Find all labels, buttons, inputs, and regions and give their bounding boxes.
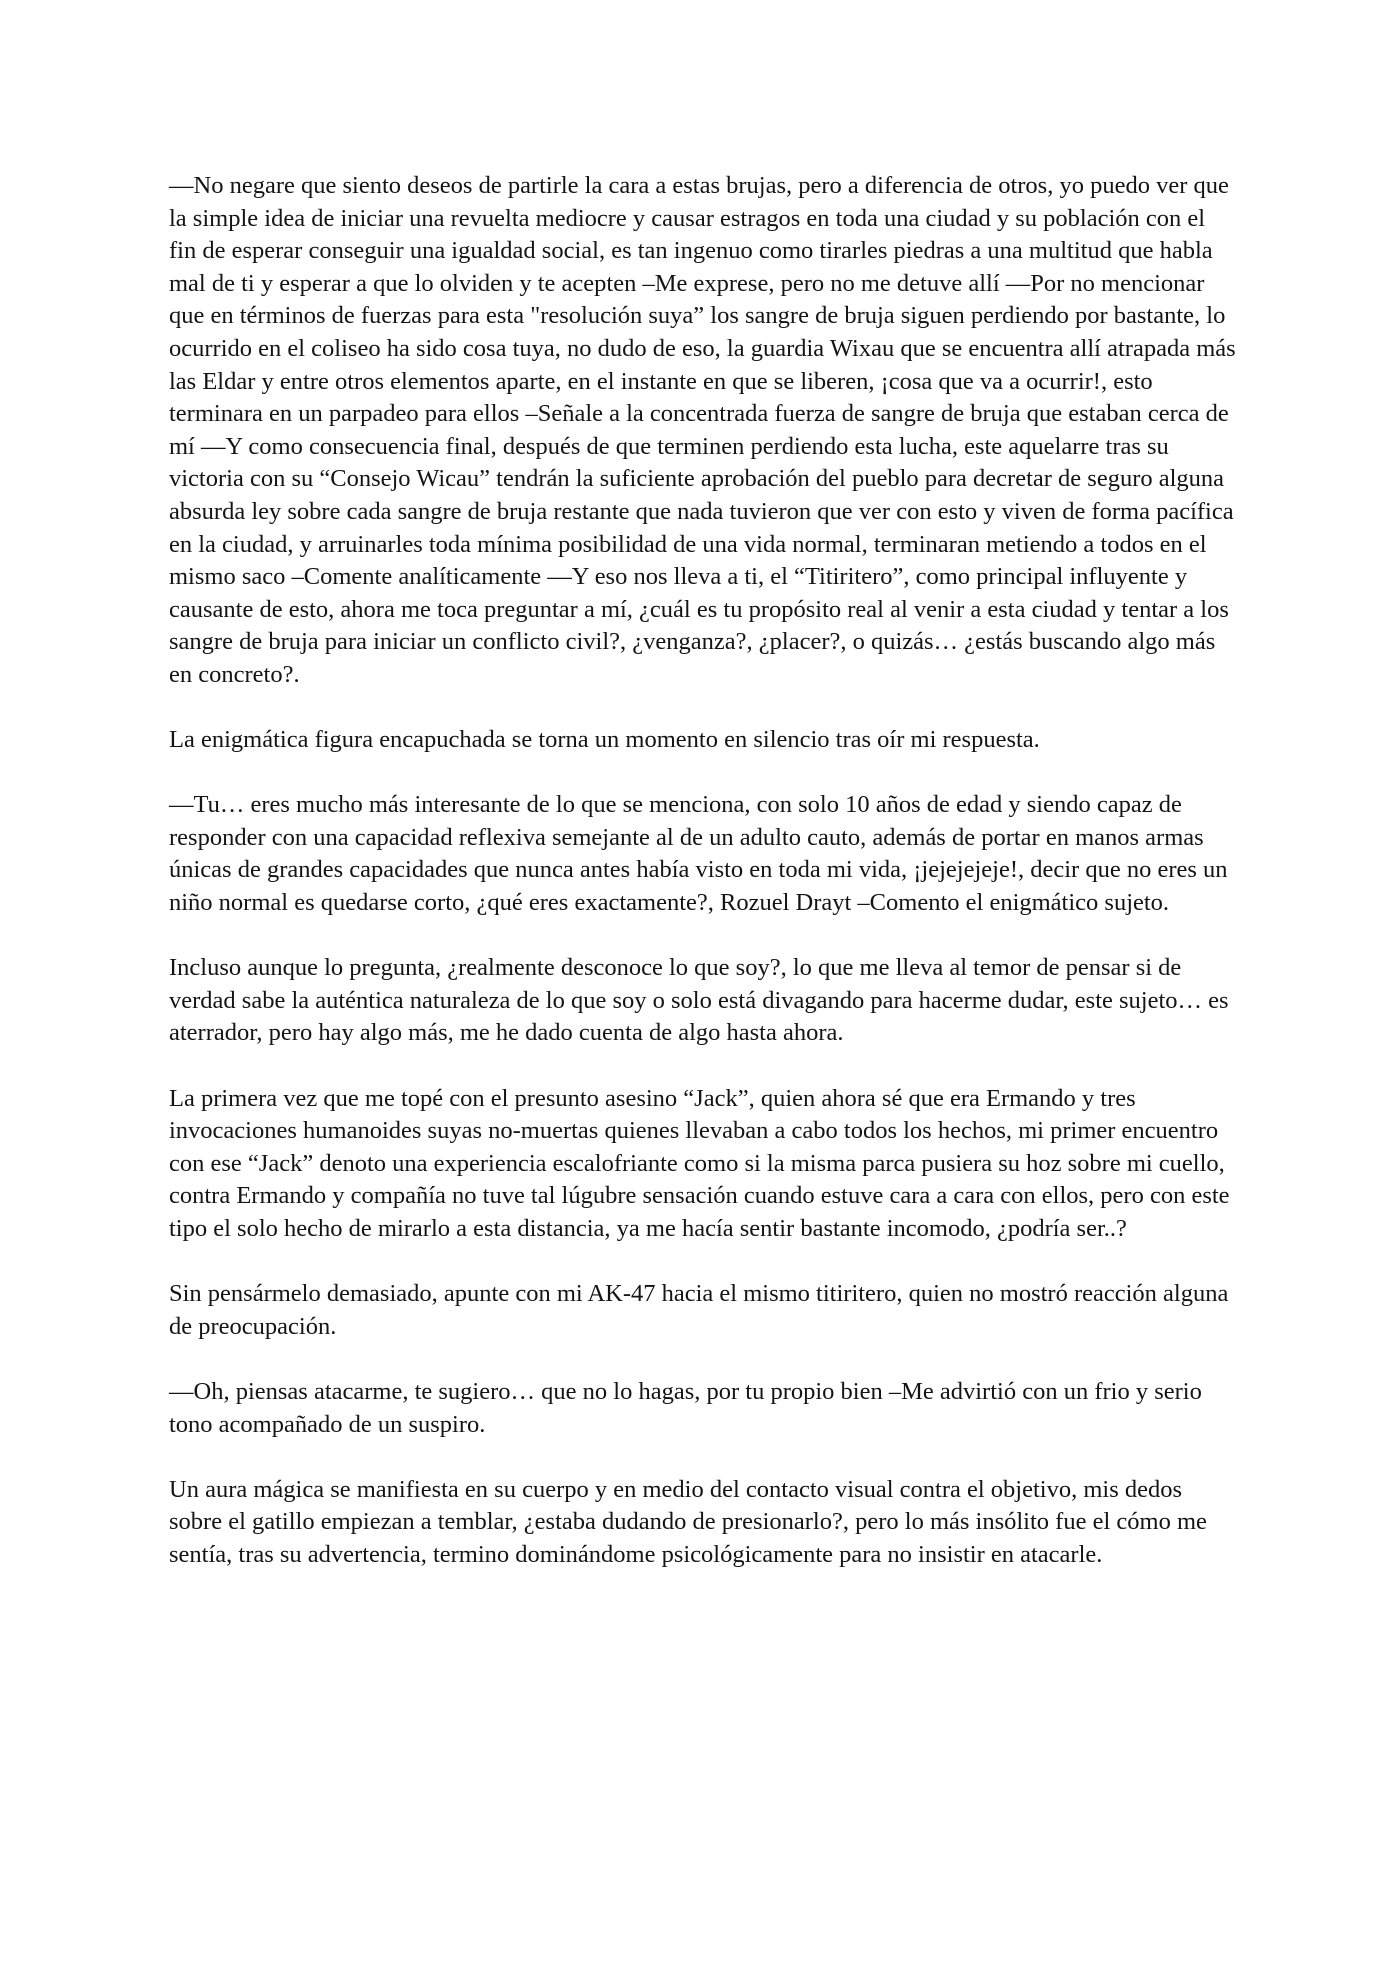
document-page (169, 170, 1237, 1572)
paragraph: Incluso aunque lo pregunta, ¿realmente desconoce lo que soy?, lo que me lleva al temor de pensar si de verdad sabe la auténtica naturaleza de lo que soy o solo está divagando para hacerme dudar, este sujeto… es aterrador, pero hay algo más, me he dado cuenta de algo hasta ahora. (169, 954, 1229, 1047)
paragraph: —No negare que siento deseos de partirle la cara a estas brujas, pero a diferencia de otros, yo puedo ver que la simple idea de iniciar una revuelta mediocre y causar estragos en toda una ciudad y su población con el fin de esperar conseguir una igualdad social, es tan ingenuo como tirarles piedras a una multitud que habla mal de ti y esperar a que lo olviden y te acepten –Me exprese, pero no me detuve allí —Por no mencionar que en términos de fuerzas para esta "resolución suya” los sangre de bruja siguen perdiendo por bastante, lo ocurrido en el coliseo ha sido cosa tuya, no dudo de eso, la guardia Wixau que se encuentra allí atrapada más las Eldar y entre otros elementos aparte, en el instante en que se liberen, ¡cosa que va a ocurrir!, esto terminara en un parpadeo para ellos –Señale a la concentrada fuerza de sangre de bruja que estaban cerca de mí —Y como consecuencia final, después de que terminen perdiendo esta lucha, este aquelarre tras su victoria con su “Consejo Wicau” tendrán la suficiente aprobación del pueblo para decretar de seguro alguna absurda ley sobre cada sangre de bruja restante que nada tuvieron que ver con esto y viven de forma pacífica en la ciudad, y arruinarles toda mínima posibilidad de una vida normal, terminaran metiendo a todos en el mismo saco –Comente analíticamente —Y eso nos lleva a ti, el “Titiritero”, como principal influyente y causante de esto, ahora me toca preguntar a mí, ¿cuál es tu propósito real al venir a esta ciudad y tentar a los sangre de bruja para iniciar un conflicto civil?, ¿venganza?, ¿placer?, o quizás… ¿estás buscando algo más en concreto?. (169, 172, 1236, 688)
paragraph: Sin pensármelo demasiado, apunte con mi AK-47 hacia el mismo titiritero, quien no mostró reacción alguna de preocupación. (169, 1280, 1229, 1340)
paragraph: —Tu… eres mucho más interesante de lo que se menciona, con solo 10 años de edad y siendo capaz de responder con una capacidad reflexiva semejante al de un adulto cauto, además de portar en manos armas únicas de grandes capacidades que nunca antes había visto en toda mi vida, ¡jejejejeje!, decir que no eres un niño normal es quedarse corto, ¿qué eres exactamente?, Rozuel Drayt –Comento el enigmático sujeto. (169, 791, 1228, 917)
paragraph: —Oh, piensas atacarme, te sugiero… que no lo hagas, por tu propio bien –Me advirtió con un frio y serio tono acompañado de un suspiro. (169, 1377, 1202, 1438)
paragraph: La primera vez que me topé con el presunto asesino “Jack”, quien ahora sé que era Ermando y tres invocaciones humanoides suyas no-muertas quienes llevaban a cabo todos los hechos, mi primer encuentro con ese “Jack” denoto una experiencia escalofriante como si la misma parca pusiera su hoz sobre mi cuello, contra Ermando y compañía no tuve tal lúgubre sensación cuando estuve cara a cara con ellos, pero con este tipo el solo hecho de mirarlo a esta distancia, ya me hacía sentir bastante incomodo, ¿podría ser..? (169, 1084, 1230, 1242)
paragraph: Un aura mágica se manifiesta en su cuerpo y en medio del contacto visual contra el objetivo, mis dedos sobre el gatillo empiezan a temblar, ¿estaba dudando de presionarlo?, pero lo más insólito fue el cómo me sentía, tras su advertencia, termino dominándome psicológicamente para no insistir en atacarle. (169, 1475, 1207, 1568)
paragraph: La enigmática figura encapuchada se torna un momento en silencio tras oír mi respuesta. (169, 726, 1040, 754)
